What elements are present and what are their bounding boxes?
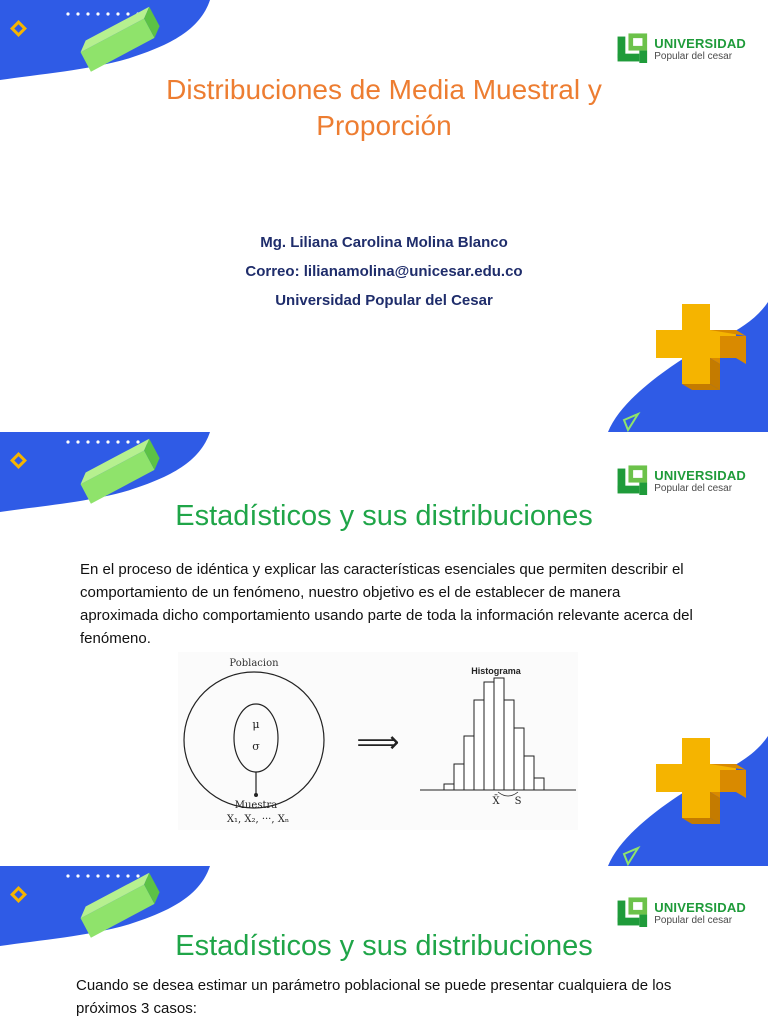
university-emblem-icon — [616, 27, 650, 71]
university-logo — [616, 20, 746, 78]
slide-title: Estadísticos y sus distribuciones — [175, 930, 593, 962]
logo-title: UNIVERSIDAD — [654, 467, 746, 483]
logo-title: UNIVERSIDAD — [654, 35, 746, 51]
xbar-label: X̄ — [492, 796, 500, 807]
slide-title — [0, 72, 768, 144]
title-line-1: Distribuciones de Media Muestral y — [166, 74, 602, 105]
author-name: Mg. Liliana Carolina Molina Blanco — [260, 234, 508, 251]
slide-paragraph: Cuando se desea estimar un parámetro poblacional se puede presentar cualquiera de los próximos 3 casos: — [76, 977, 672, 1017]
s-label: S — [514, 796, 522, 807]
sigma-symbol: σ — [252, 740, 260, 753]
slide-3 — [0, 866, 768, 1024]
population-label: Poblacion — [229, 658, 279, 669]
implies-arrow-icon: ⟹ — [356, 725, 400, 760]
bottom-right-decoration — [598, 302, 768, 432]
logo-title: UNIVERSIDAD — [654, 899, 746, 915]
logo-subtitle: Popular del cesar — [654, 482, 733, 494]
slide-2 — [0, 432, 768, 866]
population-histogram-figure — [178, 652, 578, 830]
logo-subtitle: Popular del cesar — [654, 914, 733, 926]
slide-title: Estadísticos y sus distribuciones — [175, 500, 593, 532]
slide-paragraph: En el proceso de idéntica y explicar las características esenciales que permiten describir el comportamiento de un fenómeno, nuestro objetivo es el de establecer de manera aproximada dicho comportamiento usando parte de toda la información relevante acerca del fenómeno. — [80, 561, 693, 647]
bottom-right-decoration — [598, 736, 768, 866]
sample-label: Muestra — [234, 800, 278, 811]
university-emblem-icon — [616, 459, 650, 503]
author-institution: Universidad Popular del Cesar — [275, 292, 493, 309]
author-email: Correo: lilianamolina@unicesar.edu.co — [245, 263, 523, 280]
title-line-2: Proporción — [316, 110, 452, 141]
slide-1 — [0, 0, 768, 432]
histogram-title: Histograma — [471, 666, 521, 676]
logo-subtitle: Popular del cesar — [654, 50, 733, 62]
sample-values: X₁, X₂, ···, Xₙ — [226, 814, 290, 825]
mu-symbol: μ — [252, 718, 260, 731]
